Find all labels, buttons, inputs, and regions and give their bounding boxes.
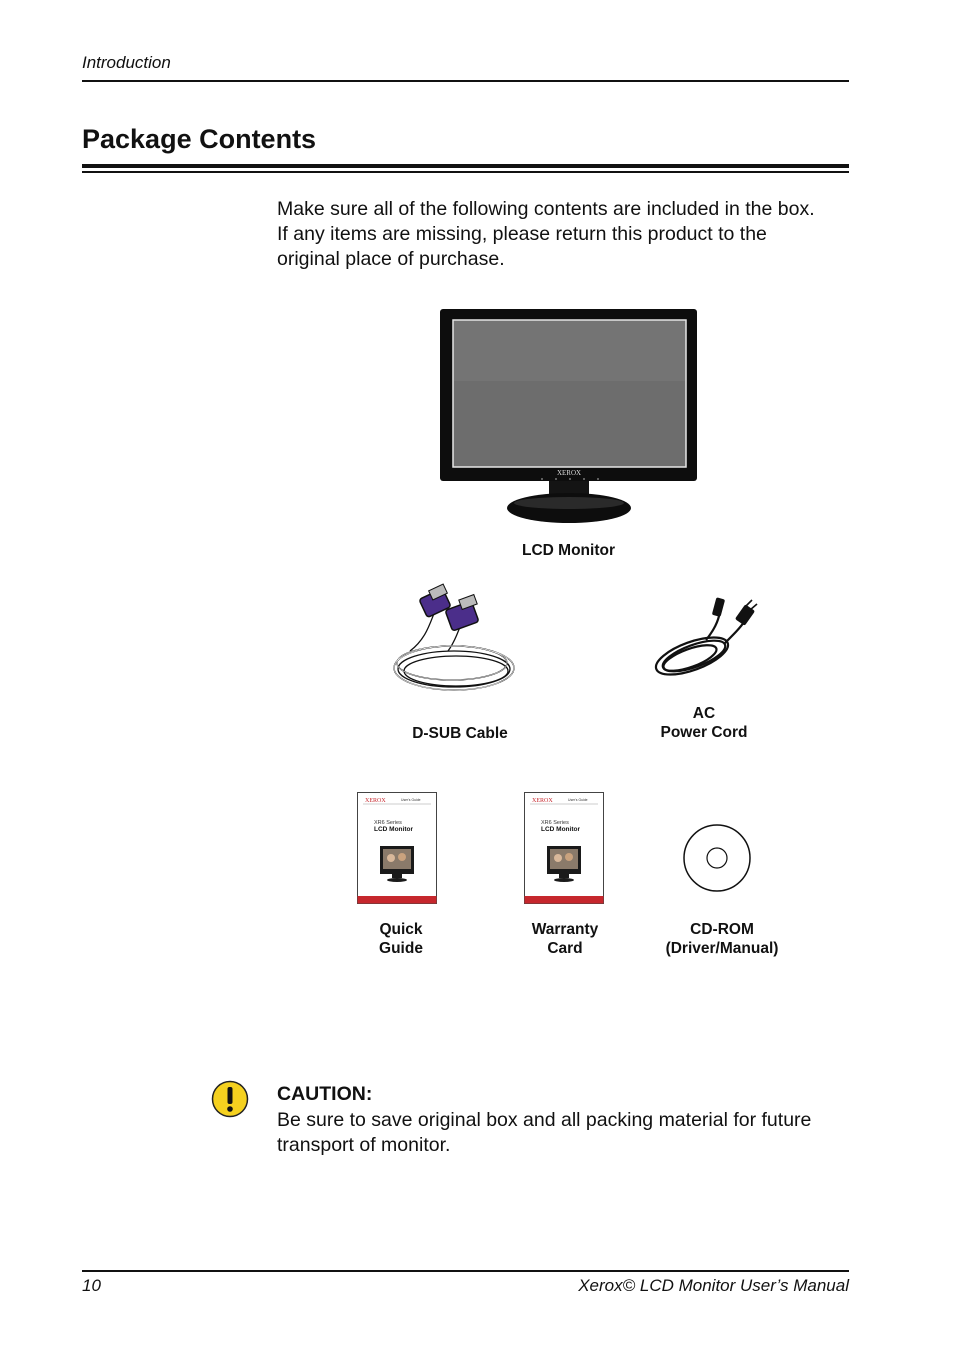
caption-cd-rom <box>647 920 797 958</box>
quick-guide-image <box>357 792 437 904</box>
lcd-monitor-image <box>440 308 700 526</box>
caption-line: Power Cord <box>660 724 748 741</box>
intro-line: Make sure all of the following contents are included in the box. <box>277 198 815 220</box>
caption-line: AC <box>692 705 716 722</box>
ac-power-cord-image <box>648 594 760 688</box>
caption-quick-guide <box>346 920 456 958</box>
caption-line: Quick <box>379 921 423 938</box>
quick-guide-product: LCD Monitor <box>374 826 413 833</box>
caption-dsub-cable: D-SUB Cable <box>412 725 508 742</box>
caption-warranty-card <box>510 920 620 958</box>
warranty-card-brand: XEROX <box>532 798 553 804</box>
warranty-card-tag: User's Guide <box>568 798 588 802</box>
section-header: Introduction <box>82 53 171 72</box>
intro-line: original place of purchase. <box>277 248 505 270</box>
quick-guide-brand: XEROX <box>365 798 386 804</box>
title-rule-thick <box>82 164 849 168</box>
intro-line: If any items are missing, please return this product to the <box>277 223 767 245</box>
cd-rom-image <box>682 823 752 893</box>
warranty-card-series: XR6 Series <box>541 820 569 826</box>
caption-line: Guide <box>379 940 423 957</box>
caution-line: Be sure to save original box and all packing material for future <box>277 1109 812 1131</box>
footer-rule <box>82 1270 849 1272</box>
caption-line: CD-ROM <box>690 921 754 938</box>
page-title: Package Contents <box>82 124 317 154</box>
manual-title: Xerox© LCD Monitor User’s Manual <box>578 1276 849 1295</box>
caption-lcd-monitor: LCD Monitor <box>522 542 615 559</box>
warranty-card-product: LCD Monitor <box>541 826 580 833</box>
monitor-brand: XEROX <box>556 469 582 477</box>
warranty-card-image <box>524 792 604 904</box>
caption-line: (Driver/Manual) <box>665 940 779 957</box>
page-number: 10 <box>82 1276 101 1295</box>
header-rule <box>82 80 849 82</box>
quick-guide-series: XR6 Series <box>374 820 402 826</box>
caption-line: Warranty <box>531 921 599 938</box>
dsub-cable-image <box>390 583 530 703</box>
title-rule-thin <box>82 171 849 173</box>
quick-guide-tag: User's Guide <box>401 798 421 802</box>
caution-icon <box>211 1080 249 1118</box>
caption-line: Card <box>547 940 583 957</box>
caution-title: CAUTION: <box>277 1083 373 1105</box>
intro-paragraph <box>277 197 852 272</box>
caution-text <box>277 1108 852 1158</box>
caution-line: transport of monitor. <box>277 1134 451 1156</box>
caption-ac-power-cord <box>634 704 774 742</box>
